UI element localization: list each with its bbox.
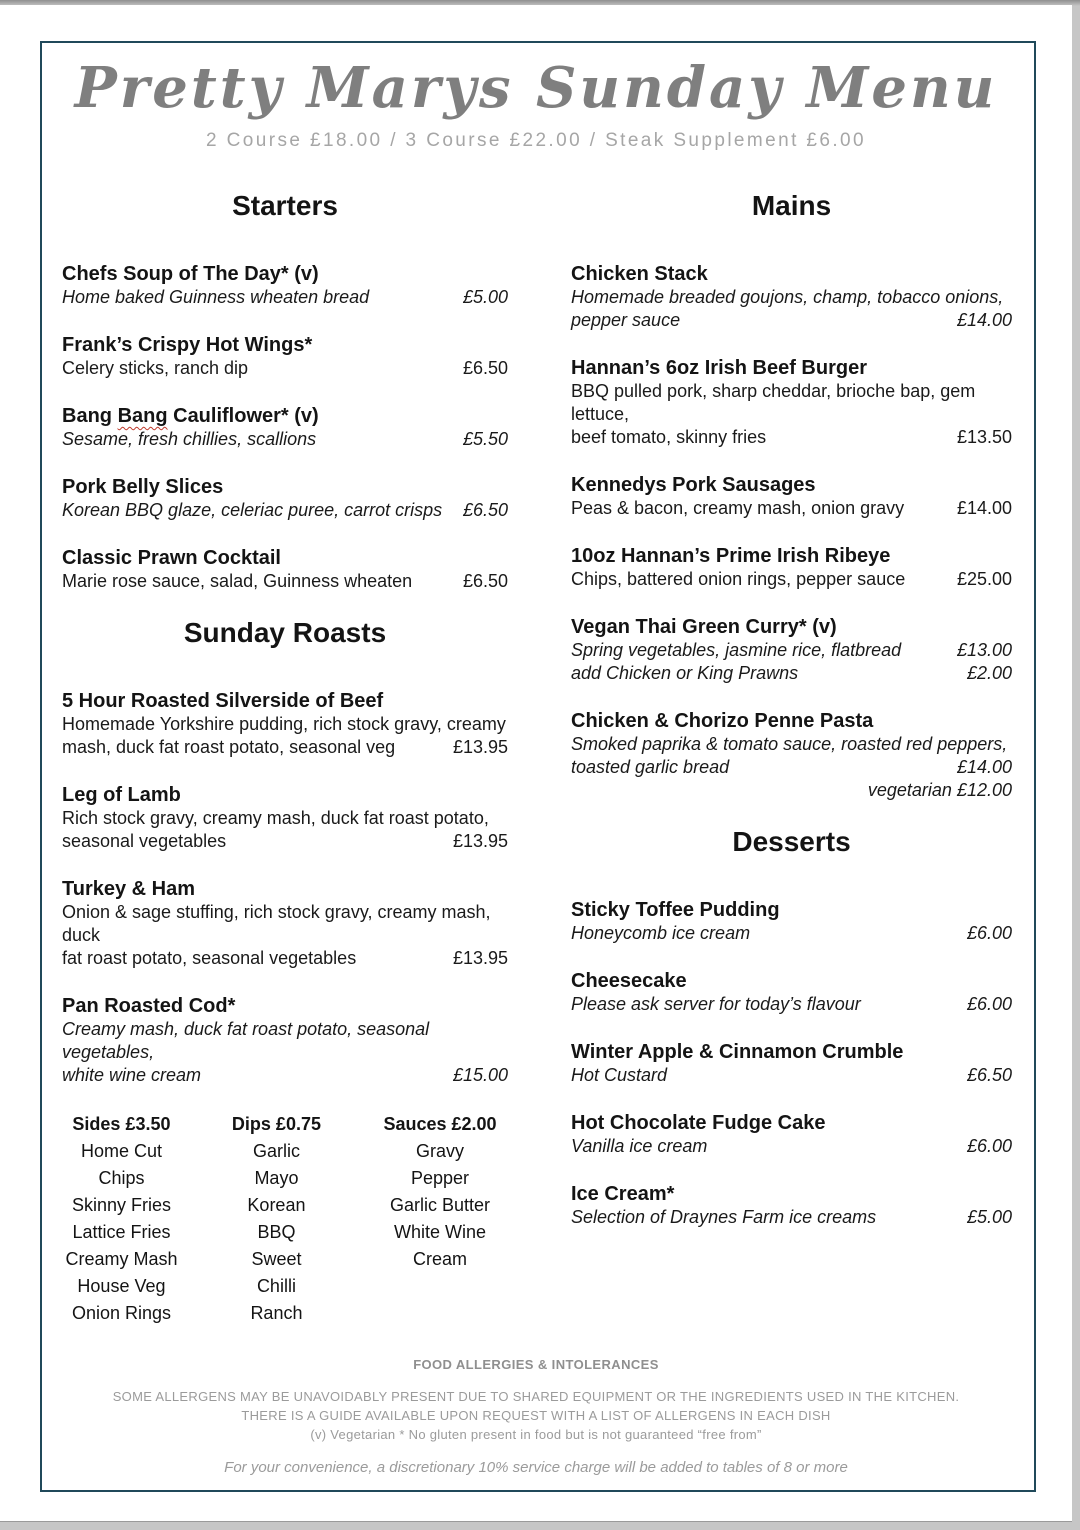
- menu-page: [0, 5, 1072, 1521]
- menu-item-price: £14.00: [956, 498, 1012, 519]
- left-column: [62, 190, 508, 1327]
- menu-item-description-line: [62, 499, 508, 522]
- menu-item-description: Onion & sage stuffing, rich stock gravy, creamy mash, duck: [62, 902, 491, 946]
- menu-item: [571, 898, 1012, 945]
- extras-item: Skinny Fries: [71, 1195, 171, 1216]
- menu-item-description: Smoked paprika & tomato sauce, roasted red peppers,: [571, 734, 1008, 755]
- menu-item-description: Spring vegetables, jasmine rice, flatbread: [571, 640, 902, 661]
- desserts-items: [571, 898, 1012, 1229]
- menu-item-description-line: [62, 947, 508, 970]
- menu-item: [62, 404, 508, 451]
- menu-item-name: Chicken Stack: [571, 263, 708, 286]
- menu-header: [0, 55, 1072, 152]
- menu-item-description-line: [571, 733, 1012, 756]
- menu-item: [62, 333, 508, 380]
- menu-item-description: Homemade Yorkshire pudding, rich stock gravy, creamy: [62, 714, 506, 735]
- section-heading-mains: Mains: [751, 190, 832, 222]
- menu-item: [571, 262, 1012, 332]
- extras-item: Gravy: [415, 1141, 464, 1162]
- menu-item-price: £5.00: [462, 287, 508, 308]
- menu-item-description: pepper sauce: [571, 310, 681, 331]
- menu-item-description-line: [62, 713, 508, 736]
- extras-block: [62, 1111, 508, 1327]
- menu-item-description: Rich stock gravy, creamy mash, duck fat roast potato,: [62, 808, 489, 829]
- menu-title: Pretty Marys Sunday Menu: [74, 55, 998, 121]
- menu-subtitle: 2 Course £18.00 / 3 Course £22.00 / Steak Supplement £6.00: [206, 130, 866, 152]
- menu-item-description: Celery sticks, ranch dip: [62, 358, 249, 379]
- menu-item: [571, 1111, 1012, 1158]
- extras-item: House Veg: [77, 1276, 166, 1297]
- menu-item-price: £15.00: [452, 1065, 508, 1086]
- menu-item-price: £13.95: [452, 831, 508, 852]
- menu-item-description-line: [62, 428, 508, 451]
- menu-item: [62, 546, 508, 593]
- service-charge-note: For your convenience, a discretionary 10% service charge will be added to tables of 8 or more: [224, 1459, 848, 1477]
- menu-item-description-line: [62, 1018, 508, 1064]
- menu-item-description-line: [571, 568, 1012, 591]
- menu-item-description: Vanilla ice cream: [571, 1136, 708, 1157]
- menu-item-name: Pan Roasted Cod*: [62, 995, 236, 1018]
- menu-item-description: add Chicken or King Prawns: [571, 663, 799, 684]
- footer-line: SOME ALLERGENS MAY BE UNAVOIDABLY PRESENT DUE TO SHARED EQUIPMENT OR THE INGREDIENTS USED IN THE KITCHEN.: [112, 1389, 960, 1405]
- menu-item: [62, 994, 508, 1087]
- extras-item: Korean BBQ: [247, 1195, 306, 1243]
- menu-item-price: £6.50: [966, 1065, 1012, 1086]
- page-content: [0, 5, 1072, 1476]
- extras-item: Home Cut Chips: [80, 1141, 162, 1189]
- menu-columns: [0, 190, 1072, 1327]
- mains-items: [571, 262, 1012, 802]
- footer-line: (v) Vegetarian * No gluten present in food but is not guaranteed “free from”: [310, 1427, 762, 1443]
- menu-item-price: £25.00: [956, 569, 1012, 590]
- sunday-roasts-items: [62, 689, 508, 1087]
- menu-item-description: toasted garlic bread: [571, 757, 730, 778]
- menu-item: [571, 356, 1012, 449]
- menu-item-name: Cheesecake: [571, 970, 687, 993]
- extras-heading: Sauces £2.00: [383, 1114, 497, 1135]
- menu-item: [571, 1040, 1012, 1087]
- menu-item-price: £14.00: [956, 310, 1012, 331]
- menu-item-name: Frank’s Crispy Hot Wings*: [62, 334, 313, 357]
- menu-item-description: Creamy mash, duck fat roast potato, seasonal vegetables,: [62, 1019, 430, 1063]
- menu-item-description-line: [571, 639, 1012, 662]
- extras-item: Ranch: [250, 1303, 303, 1324]
- menu-item-description-line: [62, 1064, 508, 1087]
- menu-item-description-line: [571, 756, 1012, 779]
- menu-item-name: [62, 404, 508, 428]
- menu-item-description: BBQ pulled pork, sharp cheddar, brioche bap, gem lettuce,: [571, 381, 976, 425]
- menu-item-description-line: [571, 993, 1012, 1016]
- menu-item-description: mash, duck fat roast potato, seasonal veg: [62, 737, 396, 758]
- menu-item-name: Hot Chocolate Fudge Cake: [571, 1112, 826, 1135]
- menu-item-name: Turkey & Ham: [62, 878, 196, 901]
- menu-item-name: Classic Prawn Cocktail: [62, 547, 281, 570]
- extras-item: Garlic Mayo: [252, 1141, 300, 1189]
- extras-item: Garlic Butter: [389, 1195, 490, 1216]
- menu-item-description: Chips, battered onion rings, pepper sauce: [571, 569, 906, 590]
- menu-item-description: fat roast potato, seasonal vegetables: [62, 948, 357, 969]
- menu-item-price: £6.50: [462, 358, 508, 379]
- menu-item-price: £6.00: [966, 1136, 1012, 1157]
- footer-line: THERE IS A GUIDE AVAILABLE UPON REQUEST WITH A LIST OF ALLERGENS IN EACH DISH: [241, 1408, 831, 1424]
- menu-item-description-line: [62, 830, 508, 853]
- menu-item-price: £6.00: [966, 994, 1012, 1015]
- menu-item-price: vegetarian £12.00: [867, 780, 1012, 801]
- menu-item: [571, 709, 1012, 802]
- menu-item-price: £13.50: [956, 427, 1012, 448]
- menu-item-description-line: [571, 662, 1012, 685]
- menu-item-description: Homemade breaded goujons, champ, tobacco onions,: [571, 287, 1004, 308]
- extras-item: White Wine Cream: [393, 1222, 486, 1270]
- menu-item: [571, 1182, 1012, 1229]
- menu-item-name: 5 Hour Roasted Silverside of Beef: [62, 690, 384, 713]
- menu-item-description: Sesame, fresh chillies, scallions: [62, 429, 317, 450]
- menu-item-description: white wine cream: [62, 1065, 202, 1086]
- menu-item: [62, 783, 508, 853]
- extras-item: Pepper: [410, 1168, 469, 1189]
- section-heading-starters: Starters: [232, 190, 338, 222]
- menu-footer: [0, 1357, 1072, 1476]
- menu-item-name-part: Cauliflower* (v): [167, 405, 319, 428]
- menu-item-price: £5.50: [462, 429, 508, 450]
- menu-item-description-line: [62, 570, 508, 593]
- menu-item-price: £6.00: [966, 923, 1012, 944]
- section-heading-desserts: Desserts: [732, 826, 851, 858]
- menu-item-description: Peas & bacon, creamy mash, onion gravy: [571, 498, 905, 519]
- menu-item-description: seasonal vegetables: [62, 831, 227, 852]
- menu-item-name: Ice Cream*: [571, 1183, 675, 1206]
- menu-item-description: Marie rose sauce, salad, Guinness wheaten: [62, 571, 413, 592]
- menu-item-price: £13.95: [452, 948, 508, 969]
- menu-item: [62, 877, 508, 970]
- allergies-lines: [0, 1389, 1072, 1442]
- extras-column: [372, 1111, 508, 1327]
- menu-item-price: £13.00: [956, 640, 1012, 661]
- menu-item-description-line: [571, 380, 1012, 426]
- menu-item-description-line: [62, 736, 508, 759]
- menu-item-description-line: [571, 426, 1012, 449]
- menu-item-price: £6.50: [462, 571, 508, 592]
- section-heading-sunday-roasts: Sunday Roasts: [183, 617, 387, 649]
- menu-item: [62, 689, 508, 759]
- menu-item: [571, 615, 1012, 685]
- menu-item-name-part: Bang: [62, 405, 118, 428]
- menu-item-description-line: [571, 497, 1012, 520]
- menu-item-description-line: [571, 1206, 1012, 1229]
- extras-heading: Sides £3.50: [72, 1114, 171, 1135]
- menu-item: [62, 475, 508, 522]
- menu-item-description-line: [62, 901, 508, 947]
- extras-item: Onion Rings: [71, 1303, 171, 1324]
- menu-item-description-line: [571, 1064, 1012, 1087]
- menu-item-description: Home baked Guinness wheaten bread: [62, 287, 370, 308]
- menu-item-price: £6.50: [462, 500, 508, 521]
- extras-item: Creamy Mash: [65, 1249, 178, 1270]
- menu-item-description-line: [571, 309, 1012, 332]
- extras-column: [231, 1111, 322, 1327]
- right-column: [571, 190, 1012, 1253]
- extras-item: Sweet Chilli: [251, 1249, 302, 1297]
- menu-item-name: Leg of Lamb: [62, 784, 181, 807]
- menu-item: [62, 262, 508, 309]
- menu-item-description-line: [571, 922, 1012, 945]
- menu-item-description-line: [571, 779, 1012, 802]
- menu-item-price: £14.00: [956, 757, 1012, 778]
- spellcheck-squiggle: Bang: [117, 405, 168, 428]
- extras-heading: Dips £0.75: [231, 1114, 321, 1135]
- menu-item-description-line: [62, 807, 508, 830]
- menu-item-description-line: [571, 1135, 1012, 1158]
- menu-item-description: Korean BBQ glaze, celeriac puree, carrot crisps: [62, 500, 443, 521]
- allergies-title: FOOD ALLERGIES & INTOLERANCES: [413, 1357, 659, 1373]
- extras-column: [62, 1111, 181, 1327]
- menu-item-price: £2.00: [966, 663, 1012, 684]
- extras-item: Lattice Fries: [72, 1222, 171, 1243]
- menu-item-name: Chicken & Chorizo Penne Pasta: [571, 710, 874, 733]
- menu-item-description-line: [62, 357, 508, 380]
- menu-item-name: Sticky Toffee Pudding: [571, 899, 780, 922]
- menu-item-name: Chefs Soup of The Day* (v): [62, 263, 319, 286]
- menu-item-description-line: [571, 286, 1012, 309]
- menu-item-name: 10oz Hannan’s Prime Irish Ribeye: [571, 545, 891, 568]
- menu-item-description-line: [62, 286, 508, 309]
- menu-item-description: Selection of Draynes Farm ice creams: [571, 1207, 877, 1228]
- starters-items: [62, 262, 508, 593]
- menu-item-price: £13.95: [452, 737, 508, 758]
- menu-item: [571, 473, 1012, 520]
- menu-item: [571, 969, 1012, 1016]
- menu-item-price: £5.00: [966, 1207, 1012, 1228]
- menu-item-name: Vegan Thai Green Curry* (v): [571, 616, 837, 639]
- menu-item-name: Hannan’s 6oz Irish Beef Burger: [571, 357, 867, 380]
- menu-item-description: Honeycomb ice cream: [571, 923, 751, 944]
- menu-item-name: Kennedys Pork Sausages: [571, 474, 816, 497]
- menu-item-description: Hot Custard: [571, 1065, 668, 1086]
- menu-item-name: Pork Belly Slices: [62, 476, 224, 499]
- menu-item-description: Please ask server for today’s flavour: [571, 994, 861, 1015]
- menu-item: [571, 544, 1012, 591]
- menu-item-name: Winter Apple & Cinnamon Crumble: [571, 1041, 904, 1064]
- menu-item-description: beef tomato, skinny fries: [571, 427, 767, 448]
